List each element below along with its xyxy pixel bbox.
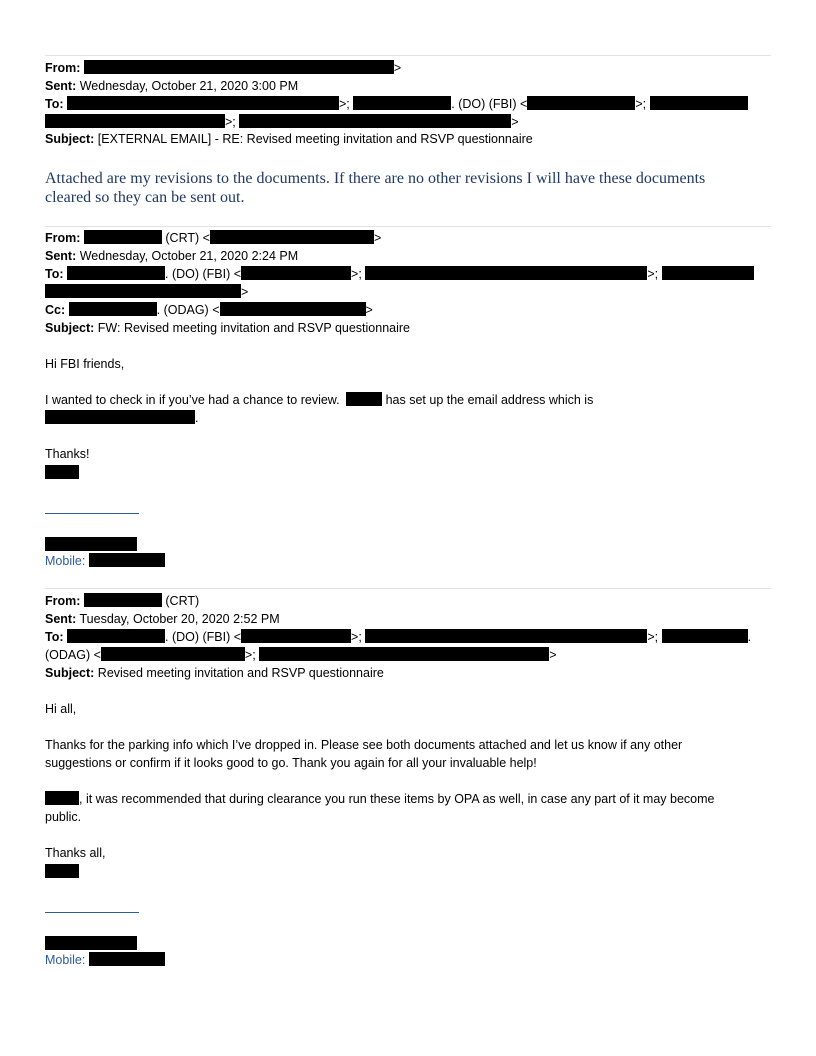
email2-greeting: Hi FBI friends, bbox=[45, 357, 125, 371]
email3-thanks: Thanks all, bbox=[45, 846, 106, 860]
cc-label: Cc: bbox=[45, 303, 66, 317]
sent-label: Sent: bbox=[45, 612, 77, 626]
email2-cc-line bbox=[45, 302, 373, 319]
subject-value: [EXTERNAL EMAIL] - RE: Revised meeting invitation and RSVP questionnaire bbox=[97, 132, 533, 146]
email3-to-line-2 bbox=[45, 647, 557, 664]
subject-label: Subject: bbox=[45, 321, 95, 335]
bracket: > bbox=[393, 61, 402, 75]
from-label: From: bbox=[45, 61, 81, 75]
email1-subject-line bbox=[45, 131, 533, 148]
signature-redaction bbox=[45, 465, 79, 479]
separator: >; bbox=[635, 97, 647, 111]
redaction bbox=[67, 266, 165, 280]
email3-paragraph-1b: suggestions or confirm if it looks good to go. Thank you again for all your invaluable help! bbox=[45, 756, 537, 770]
mobile-label: Mobile: bbox=[45, 554, 86, 568]
separator: . bbox=[747, 630, 752, 644]
divider bbox=[45, 226, 771, 227]
from-label: From: bbox=[45, 594, 81, 608]
sent-label: Sent: bbox=[45, 249, 77, 263]
redaction bbox=[346, 392, 382, 406]
redaction bbox=[662, 629, 748, 643]
email1-sent-line bbox=[45, 78, 298, 95]
redaction bbox=[353, 96, 451, 110]
signature-rule bbox=[45, 912, 139, 913]
redaction bbox=[67, 629, 165, 643]
redaction bbox=[89, 952, 165, 966]
separator: >; bbox=[647, 267, 659, 281]
bracket: > bbox=[241, 285, 249, 299]
email2-from-line bbox=[45, 230, 381, 247]
email3-sent-line bbox=[45, 611, 280, 628]
paragraph-text: , it was recommended that during clearance you run these items by OPA as well, in case any part of it may become bbox=[79, 792, 715, 806]
redaction bbox=[210, 230, 374, 244]
email3-paragraph-2 bbox=[45, 791, 715, 808]
bracket: > bbox=[365, 303, 373, 317]
signature-rule bbox=[45, 513, 139, 514]
redaction bbox=[89, 553, 165, 567]
bracket: > bbox=[549, 648, 557, 662]
subject-value: FW: Revised meeting invitation and RSVP questionnaire bbox=[97, 321, 411, 335]
recipient-org: . (DO) (FBI) < bbox=[165, 630, 242, 644]
email1-to-line-2 bbox=[45, 114, 519, 131]
sent-value: Wednesday, October 21, 2020 3:00 PM bbox=[79, 79, 299, 93]
to-label: To: bbox=[45, 267, 64, 281]
redaction bbox=[365, 629, 647, 643]
redaction bbox=[241, 629, 351, 643]
redaction bbox=[241, 266, 351, 280]
email2-to-line-2 bbox=[45, 284, 248, 301]
bracket: > bbox=[373, 231, 382, 245]
redaction bbox=[662, 266, 754, 280]
divider bbox=[45, 588, 771, 589]
divider bbox=[45, 55, 771, 56]
mobile-label: Mobile: bbox=[45, 953, 86, 967]
recipient-org: . (DO) (FBI) < bbox=[451, 97, 528, 111]
cc-org: . (ODAG) < bbox=[156, 303, 220, 317]
redaction bbox=[365, 266, 647, 280]
separator: >; bbox=[244, 648, 256, 662]
email2-thanks: Thanks! bbox=[45, 447, 90, 461]
signature-name-redaction bbox=[45, 936, 137, 950]
sender-org: (CRT) bbox=[165, 594, 200, 608]
sent-value: Tuesday, October 20, 2020 2:52 PM bbox=[79, 612, 280, 626]
separator: >; bbox=[351, 630, 362, 644]
separator: >; bbox=[339, 97, 350, 111]
email3-greeting: Hi all, bbox=[45, 702, 77, 716]
mobile-line bbox=[45, 553, 165, 570]
redaction bbox=[84, 230, 162, 244]
subject-label: Subject: bbox=[45, 132, 95, 146]
from-label: From: bbox=[45, 231, 81, 245]
redaction bbox=[84, 593, 162, 607]
redaction bbox=[45, 791, 79, 805]
recipient-org: . (DO) (FBI) < bbox=[165, 267, 242, 281]
email1-body: Attached are my revisions to the documents. If there are no other revisions I will have these documents cleared so they can be sent out. bbox=[45, 170, 706, 206]
sender-org: (CRT) < bbox=[165, 231, 210, 245]
redaction bbox=[84, 60, 394, 74]
redaction bbox=[527, 96, 635, 110]
separator: >; bbox=[225, 115, 236, 129]
email2-paragraph-2 bbox=[45, 410, 198, 427]
redaction bbox=[101, 647, 245, 661]
email2-to-line bbox=[45, 266, 754, 283]
to-label: To: bbox=[45, 630, 64, 644]
mobile-line bbox=[45, 952, 165, 969]
signature-redaction bbox=[45, 864, 79, 878]
email2-sent-line bbox=[45, 248, 298, 265]
redaction bbox=[67, 96, 339, 110]
paragraph-text: has set up the email address which is bbox=[385, 393, 594, 407]
email2-subject-line bbox=[45, 320, 410, 337]
email3-to-line bbox=[45, 629, 751, 646]
email3-paragraph-1: Thanks for the parking info which I’ve dropped in. Please see both documents attached and let us know if any other bbox=[45, 738, 683, 752]
redaction bbox=[220, 302, 366, 316]
email1-from-line bbox=[45, 60, 401, 77]
sent-label: Sent: bbox=[45, 79, 77, 93]
redaction bbox=[45, 114, 225, 128]
recipient-org: (ODAG) < bbox=[45, 648, 101, 662]
paragraph-text: . bbox=[195, 411, 199, 425]
redaction bbox=[69, 302, 157, 316]
redaction bbox=[45, 410, 195, 424]
paragraph-text: I wanted to check in if you’ve had a chance to review. bbox=[45, 393, 340, 407]
to-label: To: bbox=[45, 97, 64, 111]
email3-subject-line bbox=[45, 665, 384, 682]
signature-name-redaction bbox=[45, 537, 137, 551]
subject-value: Revised meeting invitation and RSVP questionnaire bbox=[97, 666, 384, 680]
bracket: > bbox=[511, 115, 519, 129]
redaction bbox=[650, 96, 748, 110]
subject-label: Subject: bbox=[45, 666, 95, 680]
email3-from-line bbox=[45, 593, 199, 610]
separator: >; bbox=[351, 267, 362, 281]
redaction bbox=[259, 647, 549, 661]
sent-value: Wednesday, October 21, 2020 2:24 PM bbox=[79, 249, 299, 263]
email1-to-line bbox=[45, 96, 748, 113]
email2-paragraph bbox=[45, 392, 593, 409]
separator: >; bbox=[647, 630, 659, 644]
redaction bbox=[45, 284, 241, 298]
email3-paragraph-2b: public. bbox=[45, 810, 82, 824]
redaction bbox=[239, 114, 511, 128]
